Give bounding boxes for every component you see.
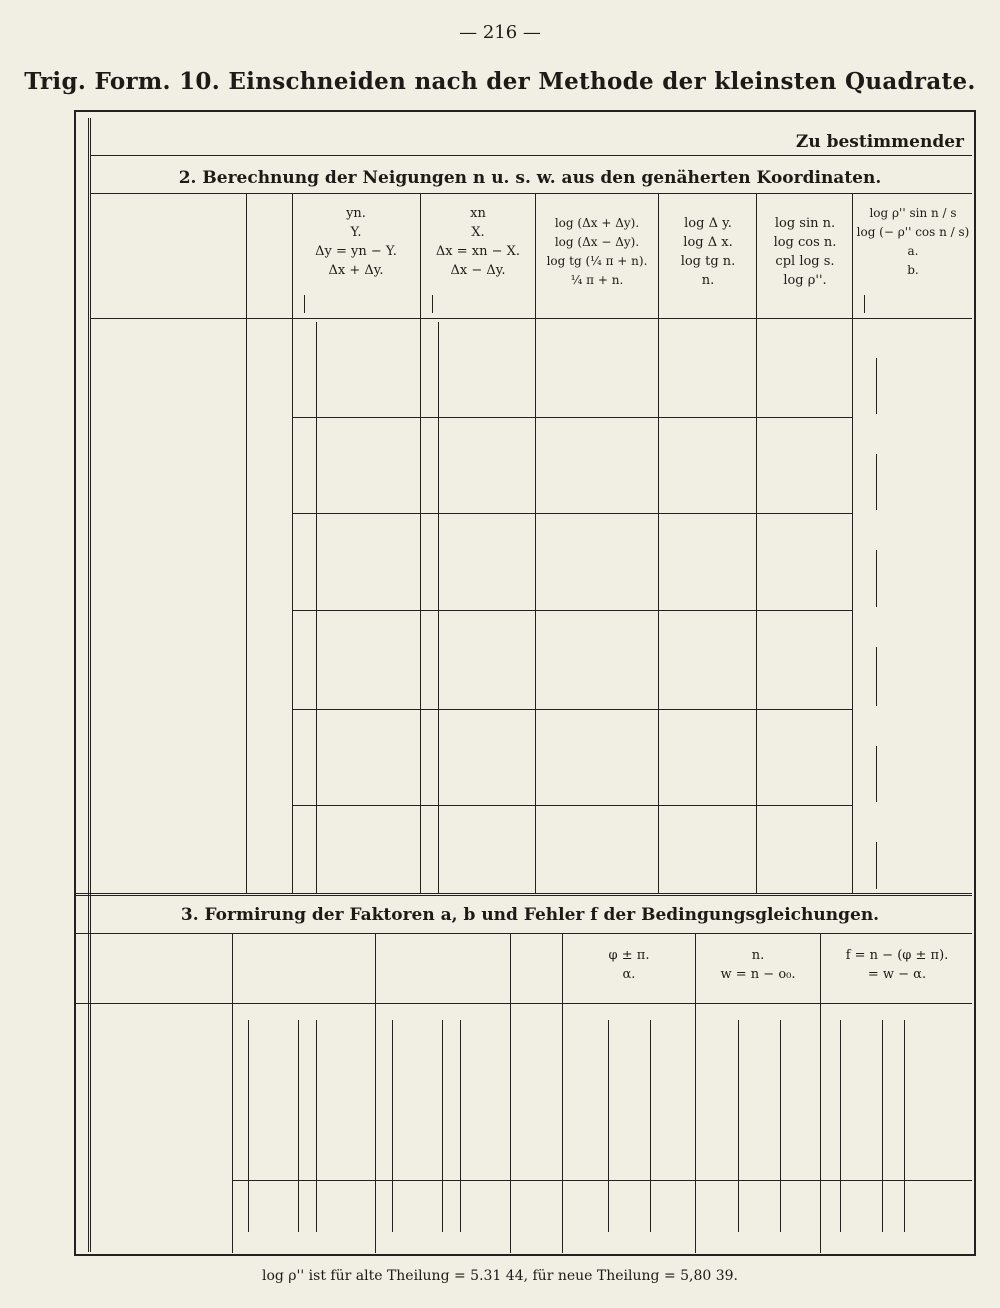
column-rule bbox=[420, 193, 421, 893]
block-rule bbox=[292, 513, 852, 514]
header-log-rho: log ρ'' sin n / s log (− ρ'' cos n / s) a. b. bbox=[856, 206, 970, 277]
sign-rule bbox=[316, 322, 317, 418]
ab-rule bbox=[876, 358, 877, 414]
sign-rule bbox=[882, 1020, 883, 1232]
rule bbox=[90, 155, 972, 156]
sign-rule bbox=[608, 1020, 609, 1232]
column-rule bbox=[820, 933, 821, 1253]
sign-rule bbox=[248, 1020, 249, 1232]
top-right-heading: Zu bestimmender bbox=[795, 132, 964, 152]
sign-rule bbox=[316, 1020, 317, 1232]
footer-note: log ρ'' ist für alte Theilung = 5.31 44, für neue Theilung = 5,80 39. bbox=[261, 1268, 739, 1284]
ab-rule bbox=[876, 842, 877, 889]
column-rule bbox=[852, 193, 853, 893]
column-rule bbox=[756, 193, 757, 893]
sign-rule bbox=[904, 1020, 905, 1232]
rule bbox=[74, 893, 972, 896]
column-rule bbox=[375, 933, 376, 1253]
ab-rule bbox=[876, 647, 877, 706]
sign-rule bbox=[392, 1020, 393, 1232]
sign-rule bbox=[442, 1020, 443, 1232]
header-phi: φ ± π. α. bbox=[608, 948, 650, 982]
sign-rule bbox=[304, 295, 305, 313]
column-rule bbox=[695, 933, 696, 1253]
sign-rule bbox=[738, 1020, 739, 1232]
sign-rule bbox=[438, 514, 439, 611]
header-x: xn X. Δx = xn − X. Δx − Δy. bbox=[435, 206, 521, 278]
sign-rule bbox=[432, 295, 433, 313]
ab-rule bbox=[876, 746, 877, 802]
header-rule bbox=[74, 1003, 972, 1004]
sign-rule bbox=[316, 806, 317, 893]
sign-rule bbox=[316, 611, 317, 710]
rule bbox=[90, 193, 972, 194]
sign-rule bbox=[316, 418, 317, 514]
sign-rule bbox=[650, 1020, 651, 1232]
rule bbox=[74, 933, 972, 934]
page-title: Trig. Form. 10. Einschneiden nach der Methode der kleinsten Quadrate. bbox=[24, 68, 976, 95]
section2-title: 2. Berechnung der Neigungen n u. s. w. aus den genäherten Koordinaten. bbox=[178, 168, 882, 188]
sign-rule bbox=[780, 1020, 781, 1232]
block-rule bbox=[292, 805, 852, 806]
column-rule bbox=[510, 933, 511, 1253]
header-log-delta: log Δ y. log Δ x. log tg n. n. bbox=[680, 216, 736, 288]
sign-rule bbox=[316, 710, 317, 806]
header-log-sin: log sin n. log cos n. cpl log s. log ρ''. bbox=[773, 216, 837, 288]
sign-rule bbox=[438, 418, 439, 514]
block-rule bbox=[292, 610, 852, 611]
sign-rule bbox=[438, 710, 439, 806]
sign-rule bbox=[298, 1020, 299, 1232]
sign-rule bbox=[316, 514, 317, 611]
sign-rule bbox=[460, 1020, 461, 1232]
ab-rule bbox=[876, 550, 877, 607]
header-y: yn. Y. Δy = yn − Y. Δx + Δy. bbox=[315, 206, 397, 278]
column-rule bbox=[246, 193, 247, 893]
column-rule bbox=[562, 933, 563, 1253]
sign-rule bbox=[864, 295, 865, 313]
sign-rule bbox=[438, 322, 439, 418]
sign-rule bbox=[438, 611, 439, 710]
column-rule bbox=[535, 193, 536, 893]
header-n: n. w = n − o₀. bbox=[720, 948, 796, 982]
column-rule bbox=[232, 933, 233, 1253]
column-rule bbox=[292, 193, 293, 893]
sum-rule bbox=[232, 1180, 972, 1181]
header-log-sum: log (Δx + Δy). log (Δx − Δy). log tg (¼ π + n). ¼ π + n. bbox=[546, 216, 648, 287]
section3-title: 3. Formirung der Faktoren a, b und Fehler f der Bedingungsgleichungen. bbox=[180, 905, 880, 925]
sign-rule bbox=[438, 806, 439, 893]
block-rule bbox=[292, 709, 852, 710]
sign-rule bbox=[840, 1020, 841, 1232]
header-rule bbox=[90, 318, 972, 319]
header-f: f = n − (φ ± π). = w − α. bbox=[845, 948, 949, 982]
page-number: — 216 — bbox=[459, 22, 541, 43]
column-rule bbox=[658, 193, 659, 893]
ab-rule bbox=[876, 454, 877, 510]
block-rule bbox=[292, 417, 852, 418]
